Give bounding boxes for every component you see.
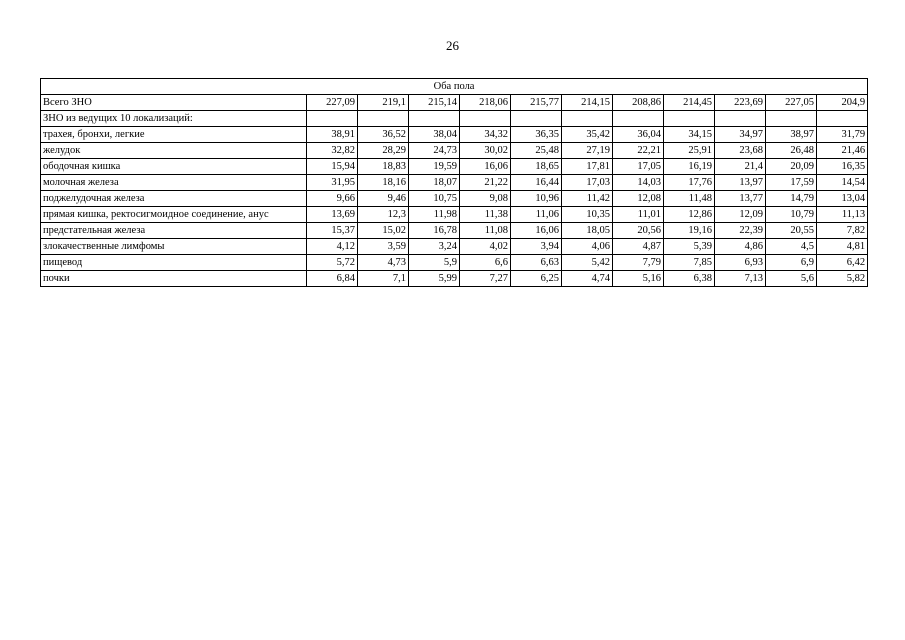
- table-cell: 215,77: [511, 95, 562, 111]
- table-cell: 7,85: [664, 255, 715, 271]
- table-row: [41, 159, 868, 175]
- table-cell: 6,63: [511, 255, 562, 271]
- table-cell: 214,45: [664, 95, 715, 111]
- table-cell: 11,48: [664, 191, 715, 207]
- table-cell: 5,16: [613, 271, 664, 287]
- page-number: 26: [446, 38, 459, 53]
- row-label: ЗНО из ведущих 10 локализаций:: [41, 111, 307, 127]
- table-cell: 12,3: [358, 207, 409, 223]
- table-cell: 25,48: [511, 143, 562, 159]
- table-body: [41, 79, 868, 287]
- table-cell: 32,82: [307, 143, 358, 159]
- row-label: почки: [41, 271, 307, 287]
- table-cell: 16,06: [511, 223, 562, 239]
- table-cell: [613, 111, 664, 127]
- table-cell: 14,54: [817, 175, 868, 191]
- table-cell: 7,79: [613, 255, 664, 271]
- table-cell: 214,15: [562, 95, 613, 111]
- table-cell: 5,72: [307, 255, 358, 271]
- table-cell: 4,5: [766, 239, 817, 255]
- table-cell: 6,93: [715, 255, 766, 271]
- table-cell: 11,38: [460, 207, 511, 223]
- row-label: предстательная железа: [41, 223, 307, 239]
- table-cell: 20,56: [613, 223, 664, 239]
- table-cell: 18,16: [358, 175, 409, 191]
- table-cell: 6,9: [766, 255, 817, 271]
- table-cell: 218,06: [460, 95, 511, 111]
- table-cell: 5,99: [409, 271, 460, 287]
- table-cell: 20,55: [766, 223, 817, 239]
- table-cell: 9,66: [307, 191, 358, 207]
- table-cell: 4,74: [562, 271, 613, 287]
- table-row: [41, 191, 868, 207]
- table-cell: 12,08: [613, 191, 664, 207]
- table-cell: 28,29: [358, 143, 409, 159]
- table-cell: [307, 111, 358, 127]
- table-row: [41, 207, 868, 223]
- table-cell: [562, 111, 613, 127]
- table-cell: 15,37: [307, 223, 358, 239]
- table-cell: 25,91: [664, 143, 715, 159]
- incidence-table: [40, 78, 868, 287]
- table-cell: 5,6: [766, 271, 817, 287]
- table-cell: 6,38: [664, 271, 715, 287]
- table-cell: 4,06: [562, 239, 613, 255]
- table-cell: 13,04: [817, 191, 868, 207]
- caption-row: [41, 79, 868, 95]
- table-cell: 11,06: [511, 207, 562, 223]
- table-cell: 17,76: [664, 175, 715, 191]
- table-cell: 11,08: [460, 223, 511, 239]
- table-cell: [715, 111, 766, 127]
- row-label: желудок: [41, 143, 307, 159]
- table-cell: 26,48: [766, 143, 817, 159]
- table-cell: 5,42: [562, 255, 613, 271]
- table-cell: 38,97: [766, 127, 817, 143]
- table-cell: 31,95: [307, 175, 358, 191]
- table-cell: 34,15: [664, 127, 715, 143]
- table-cell: 11,42: [562, 191, 613, 207]
- row-label: прямая кишка, ректосигмоидное соединение, анус: [41, 207, 307, 223]
- table-cell: 7,1: [358, 271, 409, 287]
- table-cell: 21,4: [715, 159, 766, 175]
- table-cell: 36,04: [613, 127, 664, 143]
- table-cell: 34,32: [460, 127, 511, 143]
- table-cell: 18,83: [358, 159, 409, 175]
- table-cell: 223,69: [715, 95, 766, 111]
- table-cell: 6,42: [817, 255, 868, 271]
- table-cell: 227,09: [307, 95, 358, 111]
- table-cell: 36,35: [511, 127, 562, 143]
- table-cell: 20,09: [766, 159, 817, 175]
- table-cell: 4,02: [460, 239, 511, 255]
- table-cell: 21,46: [817, 143, 868, 159]
- row-label: ободочная кишка: [41, 159, 307, 175]
- table-cell: 6,25: [511, 271, 562, 287]
- table-cell: 23,68: [715, 143, 766, 159]
- table-cell: 3,59: [358, 239, 409, 255]
- table-row: [41, 175, 868, 191]
- table-cell: 4,81: [817, 239, 868, 255]
- table-cell: 22,39: [715, 223, 766, 239]
- table-cell: 18,65: [511, 159, 562, 175]
- table-cell: 215,14: [409, 95, 460, 111]
- table-cell: 3,24: [409, 239, 460, 255]
- row-label: злокачественные лимфомы: [41, 239, 307, 255]
- table-cell: 15,94: [307, 159, 358, 175]
- row-label: молочная железа: [41, 175, 307, 191]
- table-row: [41, 255, 868, 271]
- table-cell: [358, 111, 409, 127]
- table-cell: 4,73: [358, 255, 409, 271]
- table-cell: 22,21: [613, 143, 664, 159]
- table-cell: 16,78: [409, 223, 460, 239]
- table-cell: [817, 111, 868, 127]
- table-cell: 5,39: [664, 239, 715, 255]
- table-cell: 13,97: [715, 175, 766, 191]
- table-cell: 204,9: [817, 95, 868, 111]
- table-row: [41, 143, 868, 159]
- table-row: [41, 127, 868, 143]
- table-cell: 31,79: [817, 127, 868, 143]
- row-label: Всего ЗНО: [41, 95, 307, 111]
- table-cell: 34,97: [715, 127, 766, 143]
- table-cell: 227,05: [766, 95, 817, 111]
- row-label: трахея, бронхи, легкие: [41, 127, 307, 143]
- table-cell: 4,12: [307, 239, 358, 255]
- table-cell: 36,52: [358, 127, 409, 143]
- table-cell: 17,81: [562, 159, 613, 175]
- table-row: [41, 239, 868, 255]
- table-cell: 9,46: [358, 191, 409, 207]
- table-cell: 13,77: [715, 191, 766, 207]
- table-cell: [511, 111, 562, 127]
- table-cell: 7,82: [817, 223, 868, 239]
- table-cell: 19,16: [664, 223, 715, 239]
- table-cell: 4,87: [613, 239, 664, 255]
- table-cell: 30,02: [460, 143, 511, 159]
- table-cell: 38,91: [307, 127, 358, 143]
- table-cell: 10,75: [409, 191, 460, 207]
- row-label: поджелудочная железа: [41, 191, 307, 207]
- table-cell: 38,04: [409, 127, 460, 143]
- table-cell: 16,19: [664, 159, 715, 175]
- row-label: пищевод: [41, 255, 307, 271]
- table-cell: [409, 111, 460, 127]
- table-cell: 11,01: [613, 207, 664, 223]
- table-cell: 16,35: [817, 159, 868, 175]
- table-cell: 17,59: [766, 175, 817, 191]
- table-cell: 11,13: [817, 207, 868, 223]
- table-cell: 208,86: [613, 95, 664, 111]
- table-cell: 24,73: [409, 143, 460, 159]
- table-cell: 5,82: [817, 271, 868, 287]
- table-cell: 219,1: [358, 95, 409, 111]
- table-cell: 16,44: [511, 175, 562, 191]
- table-cell: 10,79: [766, 207, 817, 223]
- table-cell: [664, 111, 715, 127]
- table-cell: 11,98: [409, 207, 460, 223]
- table-cell: 17,05: [613, 159, 664, 175]
- table-cell: 13,69: [307, 207, 358, 223]
- table-caption: Оба пола: [41, 79, 868, 95]
- table-cell: 14,03: [613, 175, 664, 191]
- table-cell: 27,19: [562, 143, 613, 159]
- table-cell: 18,07: [409, 175, 460, 191]
- table-cell: 4,86: [715, 239, 766, 255]
- table-cell: 18,05: [562, 223, 613, 239]
- table-cell: 35,42: [562, 127, 613, 143]
- table-cell: 3,94: [511, 239, 562, 255]
- table-cell: 6,6: [460, 255, 511, 271]
- table-cell: 14,79: [766, 191, 817, 207]
- table-cell: 10,35: [562, 207, 613, 223]
- table-cell: 19,59: [409, 159, 460, 175]
- table-cell: 12,86: [664, 207, 715, 223]
- table-row: [41, 223, 868, 239]
- table-cell: 12,09: [715, 207, 766, 223]
- table-cell: 7,27: [460, 271, 511, 287]
- section-header-row: [41, 111, 868, 127]
- table-row: [41, 271, 868, 287]
- table-cell: 7,13: [715, 271, 766, 287]
- table-cell: 9,08: [460, 191, 511, 207]
- table-cell: [460, 111, 511, 127]
- table-cell: 17,03: [562, 175, 613, 191]
- table-cell: 5,9: [409, 255, 460, 271]
- total-row: [41, 95, 868, 111]
- table-cell: 15,02: [358, 223, 409, 239]
- table-cell: 10,96: [511, 191, 562, 207]
- table-cell: 21,22: [460, 175, 511, 191]
- table-cell: 6,84: [307, 271, 358, 287]
- table-cell: [766, 111, 817, 127]
- table-cell: 16,06: [460, 159, 511, 175]
